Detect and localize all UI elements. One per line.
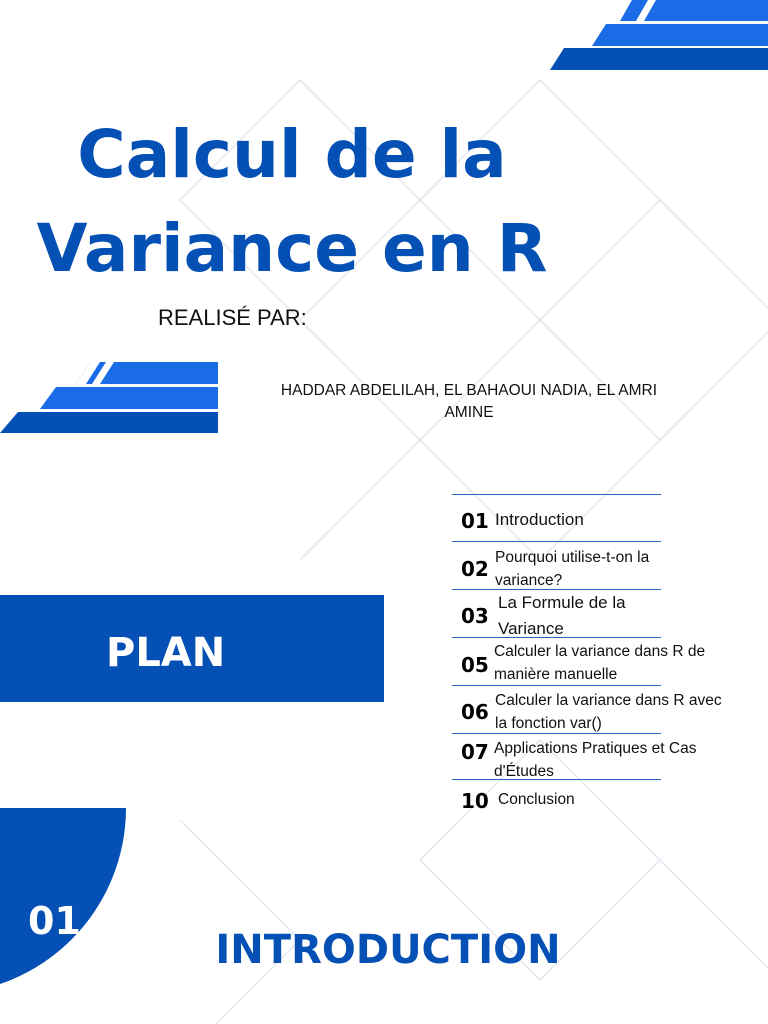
toc-divider <box>452 541 661 542</box>
section-heading: INTRODUCTION <box>215 927 561 973</box>
toc-item-number: 06 <box>461 700 489 724</box>
page-title: Calcul de la Variance en R <box>36 116 548 287</box>
authors-text: HADDAR ABDELILAH, EL BAHAOUI NADIA, EL AMRI AMINE <box>280 382 658 421</box>
toc-item-number: 01 <box>461 509 489 533</box>
toc-item-text: Calculer la variance dans R de manière manuelle <box>494 643 706 683</box>
toc-divider <box>452 779 661 780</box>
left-stripe-graphic <box>0 360 218 434</box>
toc-item-number: 10 <box>461 789 489 813</box>
toc-divider <box>452 685 661 686</box>
toc-item-number: 02 <box>461 557 489 581</box>
toc-item-text: La Formule de la Variance <box>498 593 626 638</box>
toc-item-text: Applications Pratiques et Cas d'Études <box>494 740 697 780</box>
toc-divider <box>452 494 661 495</box>
toc-item-text: Introduction <box>495 510 584 529</box>
toc-item-text: Conclusion <box>498 791 575 808</box>
realise-par-label: REALISÉ PAR: <box>158 305 307 330</box>
toc-divider <box>452 733 661 734</box>
toc-item-number: 05 <box>461 653 489 677</box>
toc-item-text: Pourquoi utilise-t-on la variance? <box>495 549 650 589</box>
plan-label: PLAN <box>106 630 226 676</box>
top-right-stripe-graphic <box>548 0 768 72</box>
toc-divider <box>452 637 661 638</box>
section-number: 01 <box>28 899 81 943</box>
toc-item-text: Calculer la variance dans R avec la fonction var() <box>495 692 722 732</box>
toc-item-number: 07 <box>461 740 489 764</box>
toc-item-number: 03 <box>461 604 489 628</box>
